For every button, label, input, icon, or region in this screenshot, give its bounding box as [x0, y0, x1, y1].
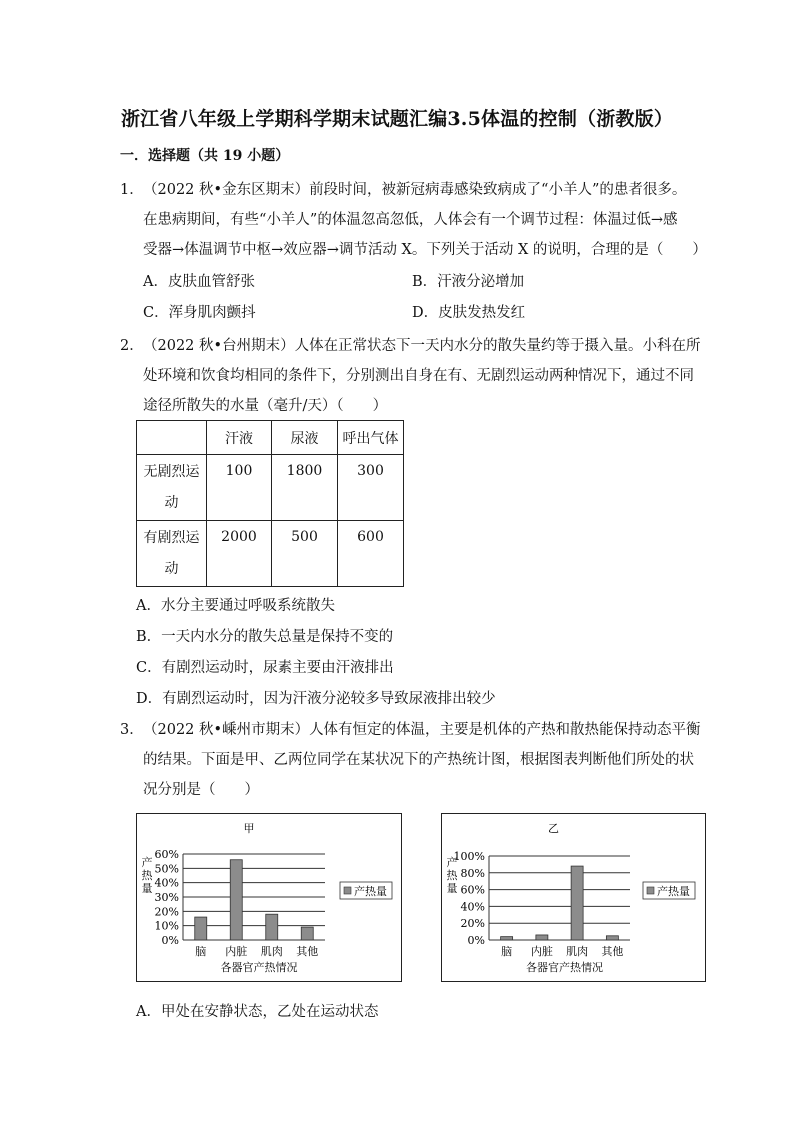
- q1-line-1: （2022 秋•金东区期末）前段时间，被新冠病毒感染致病成了“小羊人”的患者很多。: [143, 182, 687, 198]
- table-cell: 300: [338, 455, 404, 521]
- chart-yi: [441, 813, 706, 982]
- y-tick-label: 0%: [161, 934, 179, 947]
- q1-option-b[interactable]: B．汗液分泌增加: [412, 274, 525, 290]
- x-tick-label: 其他: [601, 945, 624, 958]
- q1-line-2: 在患病期间，有些“小羊人”的体温忽高忽低，人体会有一个调节过程：体温过低→感: [143, 212, 678, 228]
- bar: [501, 937, 513, 940]
- y-axis-label-char: 量: [446, 882, 458, 895]
- x-tick-label: 脑: [501, 945, 513, 958]
- q1-number: 1．: [120, 182, 144, 198]
- x-tick-label: 肌肉: [260, 945, 283, 958]
- x-tick-label: 其他: [296, 945, 319, 958]
- q1-line-3: 受器→体温调节中枢→效应器→调节活动 X。下列关于活动 X 的说明，合理的是（ ）: [143, 242, 707, 258]
- bar: [230, 860, 242, 940]
- bar: [301, 927, 313, 940]
- q3-line-2: 的结果。下面是甲、乙两位同学在某状况下的产热统计图，根据图表判断他们所处的状: [143, 752, 694, 768]
- table-row-label: [137, 521, 207, 587]
- y-tick-label: 60%: [460, 883, 485, 897]
- table-cell: 1800: [272, 455, 338, 521]
- chart-title: 甲: [243, 822, 255, 835]
- table-cell: 100: [207, 455, 272, 521]
- chart-title: 乙: [548, 822, 559, 835]
- q2-option-d[interactable]: D．有剧烈运动时，因为汗液分泌较多导致尿液排出较少: [136, 691, 496, 707]
- water-loss-table: [136, 420, 404, 587]
- row-label-part: 无剧烈运: [143, 463, 200, 480]
- bar: [571, 866, 583, 940]
- y-tick-label: 100%: [453, 850, 485, 863]
- row-label-part: 有剧烈运: [143, 529, 200, 546]
- y-tick-label: 10%: [154, 919, 179, 933]
- y-tick-label: 30%: [154, 891, 179, 904]
- y-axis-label-char: 产: [141, 856, 153, 869]
- chart-jia-plot: [137, 814, 401, 981]
- table-header-cell: [137, 421, 207, 455]
- q3-option-a[interactable]: A．甲处在安静状态，乙处在运动状态: [136, 1004, 379, 1020]
- y-tick-label: 60%: [154, 848, 179, 861]
- y-axis-label-char: 量: [141, 882, 153, 895]
- table-row: [137, 455, 404, 521]
- table-cell: 500: [272, 521, 338, 587]
- legend-label: 产热量: [354, 885, 387, 898]
- y-tick-label: 20%: [154, 905, 179, 919]
- legend-swatch: [344, 887, 351, 894]
- row-label-part: 动: [164, 560, 179, 577]
- q1-option-a[interactable]: A．皮肤血管舒张: [143, 274, 255, 290]
- table-row-label: [137, 455, 207, 521]
- x-tick-label: 脑: [195, 945, 207, 958]
- q3-line-3: 况分别是（ ）: [143, 782, 259, 798]
- q2-line-3: 途径所散失的水量（毫升/天）（ ）: [143, 398, 388, 414]
- y-tick-label: 20%: [460, 917, 485, 931]
- table-row: [137, 521, 404, 587]
- y-axis-label-char: 热: [446, 869, 458, 882]
- y-tick-label: 80%: [460, 866, 485, 880]
- table-header-row: [137, 421, 404, 455]
- chart-jia: [136, 813, 402, 982]
- q1-option-c[interactable]: C．浑身肌肉颤抖: [143, 305, 256, 321]
- x-tick-label: 内脏: [530, 945, 553, 958]
- y-tick-label: 50%: [154, 862, 179, 876]
- x-tick-label: 肌肉: [566, 945, 589, 958]
- q2-line-2: 处环境和饮食均相同的条件下，分别测出自身在有、无剧烈运动两种情况下，通过不同: [143, 368, 694, 384]
- section-heading: 一．选择题（共 19 小题）: [120, 148, 290, 164]
- y-axis-label-char: 热: [141, 869, 153, 882]
- q3-line-1: （2022 秋•嵊州市期末）人体有恒定的体温，主要是机体的产热和散热能保持动态平衡: [143, 722, 701, 738]
- bar: [266, 914, 278, 940]
- y-tick-label: 0%: [467, 934, 485, 947]
- bar: [195, 917, 207, 940]
- q2-number: 2．: [120, 338, 144, 354]
- table-header-cell: 尿液: [272, 421, 338, 455]
- bar: [536, 935, 548, 940]
- table-header-cell: 呼出气体: [338, 421, 404, 455]
- legend-swatch: [647, 887, 654, 894]
- table-header-cell: 汗液: [207, 421, 272, 455]
- q2-option-c[interactable]: C．有剧烈运动时，尿素主要由汗液排出: [136, 660, 394, 676]
- x-axis-label: 各器官产热情况: [526, 961, 603, 974]
- y-tick-label: 40%: [460, 900, 485, 914]
- q2-line-1: （2022 秋•台州期末）人体在正常状态下一天内水分的散失量约等于摄入量。小科在所: [143, 338, 701, 354]
- x-tick-label: 内脏: [225, 945, 248, 958]
- bar: [606, 936, 618, 940]
- legend-label: 产热量: [657, 885, 690, 898]
- table-cell: 2000: [207, 521, 272, 587]
- q2-option-b[interactable]: B．一天内水分的散失总量是保持不变的: [136, 629, 394, 645]
- q1-option-d[interactable]: D．皮肤发热发红: [412, 305, 526, 321]
- row-label-part: 动: [164, 494, 179, 511]
- q2-option-a[interactable]: A．水分主要通过呼吸系统散失: [136, 598, 335, 614]
- x-axis-label: 各器官产热情况: [220, 961, 298, 974]
- page-title: 浙江省八年级上学期科学期末试题汇编3.5体温的控制（浙教版）: [120, 108, 674, 130]
- y-axis-label-char: 产: [446, 856, 458, 869]
- chart-yi-plot: [442, 814, 705, 981]
- y-tick-label: 40%: [154, 876, 179, 890]
- table-cell: 600: [338, 521, 404, 587]
- q3-number: 3．: [120, 722, 144, 738]
